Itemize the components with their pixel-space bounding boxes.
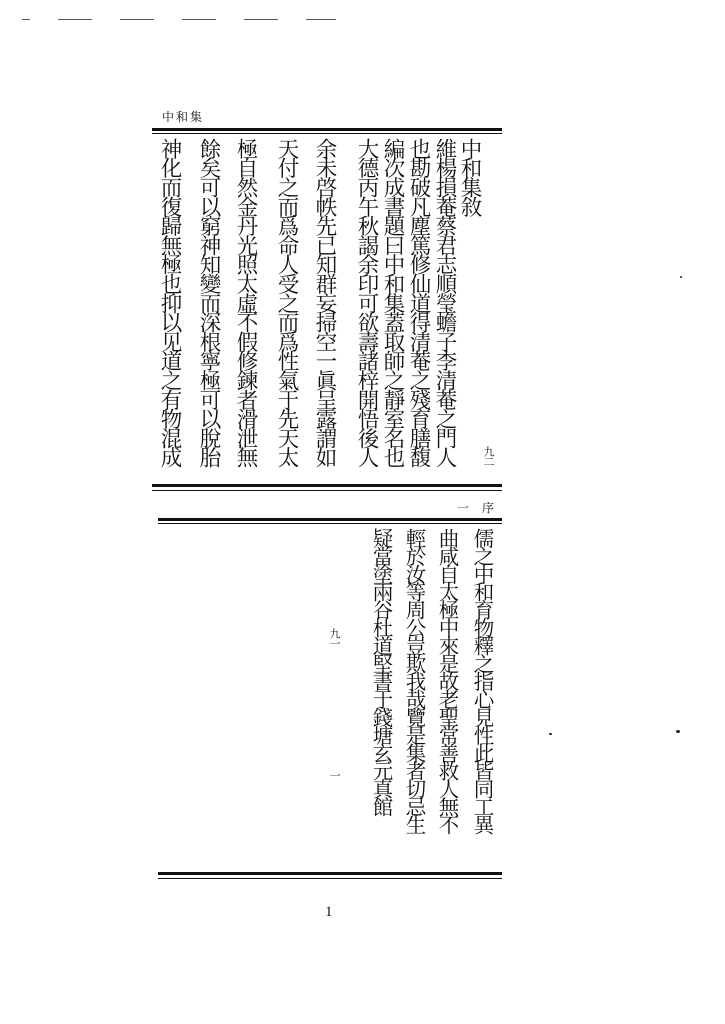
- lower-margin-folio: 九一: [328, 628, 341, 648]
- upper-bottom-rule: [152, 484, 502, 487]
- lower-bottom-rule: [158, 872, 502, 875]
- scan-speck: [680, 276, 682, 278]
- scan-dash: [22, 19, 30, 20]
- scan-dash: [306, 19, 336, 20]
- upper-column-5: 大德丙午秋謁余印可欲壽諸梓開悟後人: [354, 138, 379, 467]
- lower-margin-mark: 一: [328, 770, 341, 780]
- upper-folio: 九二: [482, 446, 495, 466]
- lower-top-rule: [158, 518, 502, 521]
- scan-dash: [244, 19, 278, 20]
- upper-top-rule: [152, 128, 502, 131]
- upper-column-3: 也勘破凡塵篤修仙道得清菴之殘育膳馥: [406, 138, 431, 467]
- upper-column-9: 餘矣可以窮神知變而深根寧極可以脫胎: [196, 138, 221, 467]
- lower-column-3: 輕於汝等周公豈欺我哉覽是集者切忌生: [402, 528, 426, 833]
- lower-bottom-rule-thin: [158, 878, 502, 879]
- upper-column-7: 天付之而爲命人受之而爲性氣于先天太: [274, 138, 299, 467]
- lower-header-number: 一: [457, 501, 470, 515]
- scan-speck: [676, 730, 680, 733]
- upper-column-1: 中和集敘: [457, 138, 482, 216]
- upper-header-title: 中和集: [162, 110, 205, 124]
- lower-column-2: 曲咸自太極中來是故老聖常善救人無不: [435, 528, 459, 833]
- scan-dash: [182, 19, 216, 20]
- upper-column-10: 神化而復歸無極也抑以见道之有物混成: [157, 138, 182, 467]
- page-number: 1: [325, 904, 333, 920]
- lower-top-rule-thin: [158, 523, 502, 524]
- scan-speck: [549, 733, 552, 735]
- upper-column-2: 維楊損菴蔡君志順瑩蟾子李清菴之門人: [432, 138, 457, 467]
- lower-column-1: 儒之中和育物釋之指心見性此皆同工異: [470, 528, 494, 833]
- lower-header-label: 序: [482, 501, 495, 515]
- upper-column-8: 極自然金丹光照太虛不假修鍊者滑泄無: [233, 138, 258, 467]
- lower-column-4: 疑當塗兩谷杜道堅書于錢塘玄元真館: [369, 528, 393, 815]
- upper-column-4: 編次成書題曰中和集蓋取師之靜室名也: [380, 138, 405, 467]
- upper-column-6: 余未啓帙先已知群妄掃空一眞呈露謂如: [312, 138, 337, 467]
- upper-bottom-rule-thin: [152, 490, 502, 491]
- scan-dash: [120, 19, 154, 20]
- upper-top-rule-thin: [152, 133, 502, 134]
- scan-dash: [58, 19, 92, 20]
